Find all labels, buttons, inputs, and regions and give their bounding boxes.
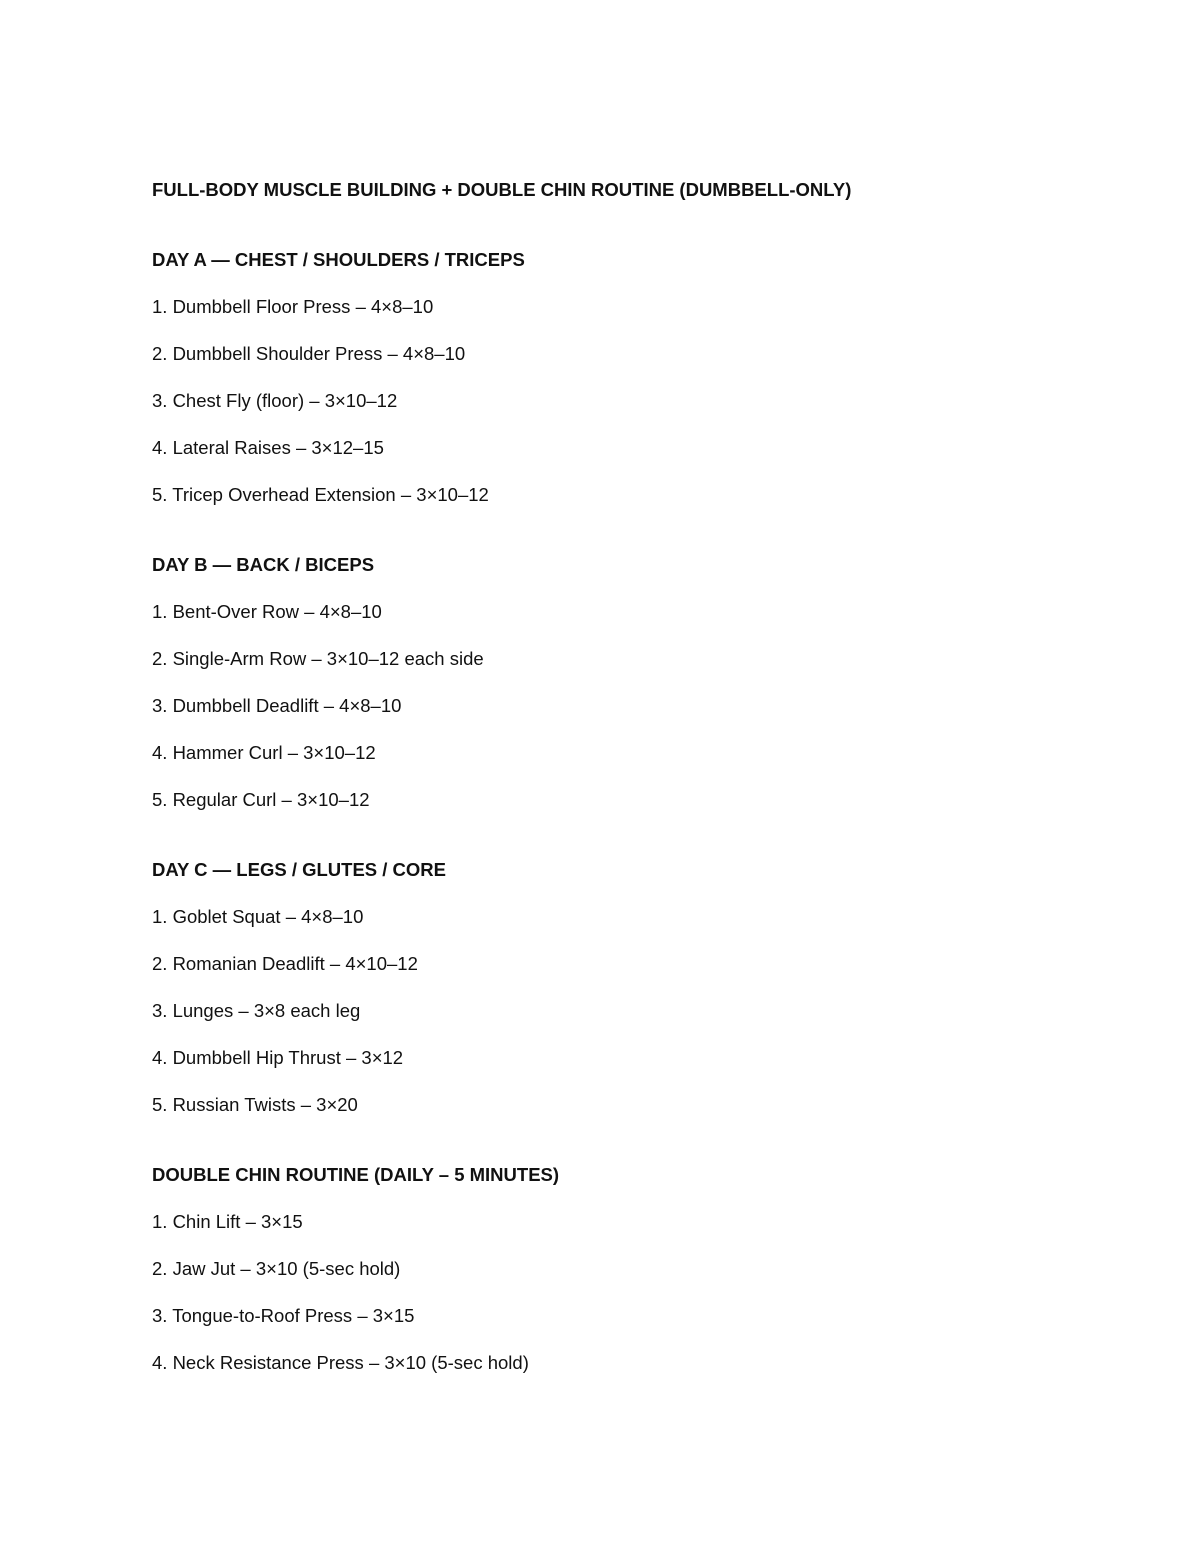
exercise-item: 1. Goblet Squat – 4×8–10 — [152, 906, 364, 927]
exercise-item: 5. Regular Curl – 3×10–12 — [152, 789, 370, 810]
exercise-item: 3. Chest Fly (floor) – 3×10–12 — [152, 390, 398, 411]
exercise-item: 1. Chin Lift – 3×15 — [152, 1211, 303, 1232]
exercise-item: 4. Lateral Raises – 3×12–15 — [152, 437, 384, 458]
section-day-c — [152, 856, 1112, 1119]
section-heading: DAY A — CHEST / SHOULDERS / TRICEPS — [152, 249, 525, 270]
section-day-b — [152, 551, 1112, 814]
exercise-item: 2. Dumbbell Shoulder Press – 4×8–10 — [152, 343, 466, 364]
exercise-item: 5. Russian Twists – 3×20 — [152, 1094, 358, 1115]
exercise-item: 1. Bent-Over Row – 4×8–10 — [152, 601, 382, 622]
exercise-item: 5. Tricep Overhead Extension – 3×10–12 — [152, 484, 489, 505]
exercise-item: 2. Single-Arm Row – 3×10–12 each side — [152, 648, 484, 669]
exercise-list — [152, 1208, 1112, 1377]
exercise-list — [152, 293, 1112, 509]
section-heading: DAY C — LEGS / GLUTES / CORE — [152, 859, 446, 880]
exercise-item: 3. Lunges – 3×8 each leg — [152, 1000, 361, 1021]
section-heading: DOUBLE CHIN ROUTINE (DAILY – 5 MINUTES) — [152, 1164, 560, 1185]
section-day-a — [152, 246, 1112, 509]
section-double-chin — [152, 1161, 1112, 1377]
exercise-list — [152, 903, 1112, 1119]
exercise-item: 3. Dumbbell Deadlift – 4×8–10 — [152, 695, 402, 716]
document-body — [152, 176, 1112, 1377]
exercise-item: 1. Dumbbell Floor Press – 4×8–10 — [152, 296, 434, 317]
document-title: FULL-BODY MUSCLE BUILDING + DOUBLE CHIN ROUTINE (DUMBBELL-ONLY) — [152, 179, 852, 200]
exercise-list — [152, 598, 1112, 814]
exercise-item: 4. Neck Resistance Press – 3×10 (5-sec hold) — [152, 1352, 529, 1373]
exercise-item: 4. Dumbbell Hip Thrust – 3×12 — [152, 1047, 404, 1068]
exercise-item: 3. Tongue-to-Roof Press – 3×15 — [152, 1305, 415, 1326]
exercise-item: 2. Romanian Deadlift – 4×10–12 — [152, 953, 418, 974]
exercise-item: 4. Hammer Curl – 3×10–12 — [152, 742, 376, 763]
exercise-item: 2. Jaw Jut – 3×10 (5-sec hold) — [152, 1258, 401, 1279]
section-heading: DAY B — BACK / BICEPS — [152, 554, 375, 575]
